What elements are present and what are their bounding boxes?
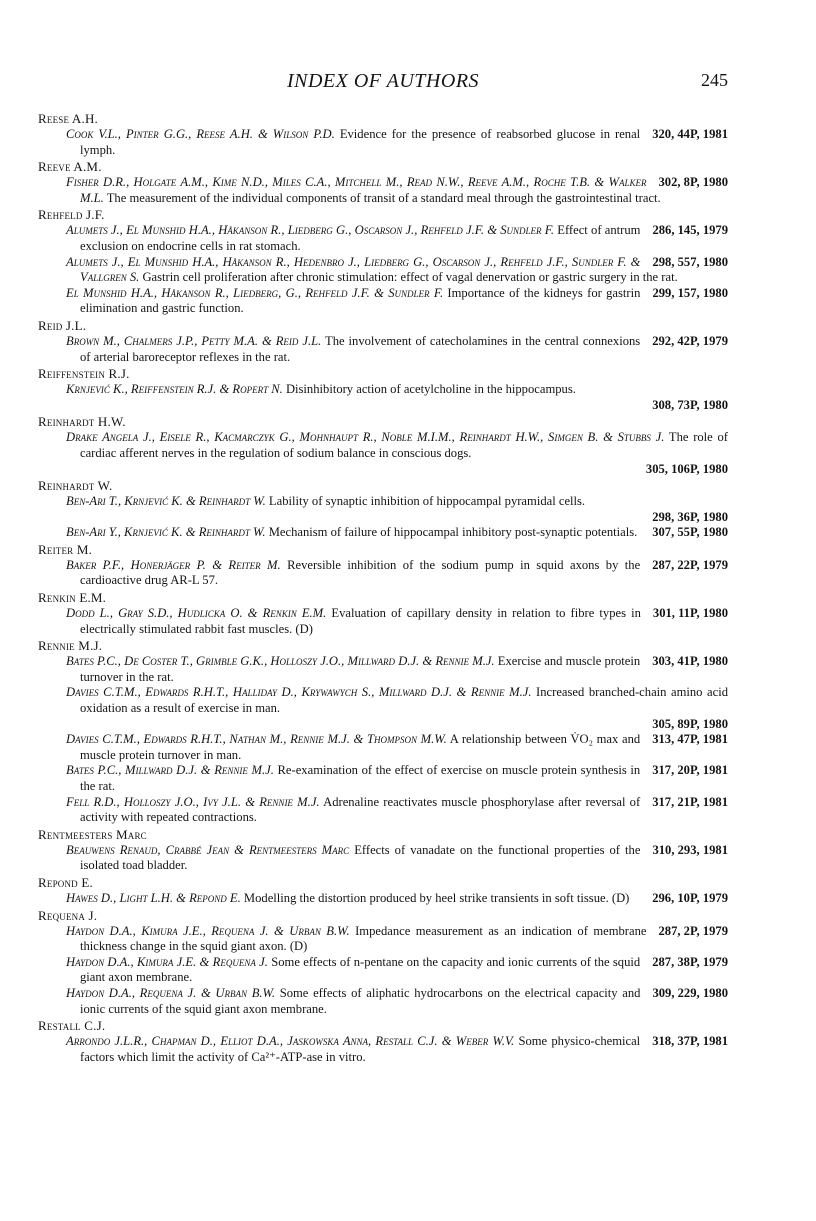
entry-title: Gastrin cell proliferation after chronic stimulation: effect of vagal denervation or gastric surgery in the rat. — [142, 270, 678, 285]
author-name: Requena J. — [38, 907, 98, 923]
journal-reference: 308, 73P, 1980 — [652, 397, 728, 412]
entry-authors: Bates P.C., De Coster T., Grimble G.K., Holloszy J.O., Millward D.J. & Rennie M.J. — [66, 654, 495, 669]
entry-title: Impedance measurement as an indication of membrane thickness change in the squid giant axon. (D) — [80, 923, 647, 954]
journal-reference: 286, 145, 1979 — [652, 223, 728, 238]
author-block — [38, 158, 728, 206]
entry-title: Exercise and muscle protein turnover in the rat. — [80, 654, 641, 684]
author-list — [38, 110, 728, 1065]
author-name: Reiffenstein R.J. — [38, 366, 130, 382]
index-entry — [66, 494, 728, 525]
entry-title: Effects of vanadate on the functional properties of the isolated toad bladder. — [80, 842, 641, 873]
entry-title: Some effects of aliphatic hydrocarbons on the electrical capacity and ionic currents of the squid giant axon membrane. — [80, 985, 641, 1016]
entry-title: Some effects of n-pentane on the capacity and ionic currents of the squid giant axon membrane. — [80, 954, 641, 985]
author-block — [38, 110, 728, 158]
journal-reference: 287, 38P, 1979 — [652, 954, 728, 969]
journal-reference: 303, 41P, 1980 — [652, 654, 728, 669]
entry-authors: Cook V.L., Pinter G.G., Reese A.H. & Wilson P.D. — [66, 127, 335, 141]
author-block — [38, 826, 728, 874]
journal-reference: 296, 10P, 1979 — [652, 890, 728, 905]
journal-reference: 301, 11P, 1980 — [652, 606, 728, 621]
index-entry — [66, 334, 728, 365]
author-block — [38, 874, 728, 907]
entry-title: Evaluation of capillary density in relation to fibre types in electrically stimulated rabbit fast muscles. (D) — [80, 606, 641, 636]
author-name: Restall C.J. — [38, 1018, 106, 1034]
journal-reference: 305, 106P, 1980 — [645, 461, 728, 476]
author-name: Reid J.L. — [38, 317, 87, 333]
author-name: Repond E. — [38, 874, 93, 890]
journal-reference: 317, 20P, 1981 — [652, 763, 728, 778]
author-name: Reinhardt H.W. — [38, 414, 126, 430]
index-entry — [66, 127, 728, 158]
entry-title: Modelling the distortion produced by heel strike transients in soft tissue. (D) — [243, 890, 630, 905]
journal-reference: 318, 37P, 1981 — [652, 1034, 728, 1049]
author-name: Reese A.H. — [38, 111, 98, 126]
journal-reference: 310, 293, 1981 — [652, 842, 728, 857]
author-block — [38, 907, 728, 1018]
entry-title: A relationship between V̇O₂ max and muscle protein turnover in man. — [80, 732, 641, 762]
entry-authors: Bates P.C., Millward D.J. & Rennie M.J. — [66, 763, 274, 778]
author-block — [38, 206, 728, 317]
index-entry — [66, 382, 728, 413]
entry-title: Adrenaline reactivates muscle phosphorylase after reversal of activity with repeated contractions. — [80, 794, 641, 825]
entry-authors: Haydon D.A., Kimura J.E. & Requena J. — [66, 954, 268, 969]
entry-authors: Fisher D.R., Holgate A.M., Kime N.D., Miles C.A., Mitchell M., Read N.W., Reeve A.M., Roche T.B. & Walker M.L. — [66, 175, 647, 205]
journal-reference: 313, 47P, 1981 — [652, 732, 728, 747]
author-name: Reiter M. — [38, 541, 93, 557]
index-page — [38, 70, 728, 1065]
page-title: INDEX OF AUTHORS — [286, 70, 480, 92]
index-entry — [66, 924, 728, 955]
entry-title: Evidence for the presence of reabsorbed glucose in renal lymph. — [80, 127, 641, 157]
author-name: Rentmeesters Marc — [38, 826, 147, 842]
entry-authors: Haydon D.A., Requena J. & Urban B.W. — [66, 985, 276, 1000]
index-entry — [66, 430, 728, 477]
page-number: 245 — [701, 70, 728, 90]
index-entry — [66, 891, 728, 907]
entry-authors: Haydon D.A., Kimura J.E., Requena J. & Urban B.W. — [66, 923, 350, 938]
entry-authors: El Munshid H.A., Håkanson R., Liedberg, G., Rehfeld J.F. & Sundler F. — [66, 285, 444, 300]
entry-title: Some physico-chemical factors which limit the activity of Ca²⁺-ATP-ase in vitro. — [80, 1034, 641, 1064]
index-entry — [66, 955, 728, 986]
author-name: Reeve A.M. — [38, 159, 102, 175]
journal-reference: 305, 89P, 1980 — [652, 716, 728, 731]
index-entry — [66, 286, 728, 317]
journal-reference: 309, 229, 1980 — [652, 985, 728, 1000]
index-entry — [66, 525, 728, 541]
entry-authors: Davies C.T.M., Edwards R.H.T., Nathan M., Rennie M.J. & Thompson M.W. — [66, 732, 447, 747]
entry-title: Disinhibitory action of acetylcholine in the hippocampus. — [285, 382, 576, 397]
journal-reference: 302, 8P, 1980 — [658, 175, 728, 190]
index-entry — [66, 606, 728, 637]
entry-title: Lability of synaptic inhibition of hippocampal pyramidal cells. — [268, 494, 586, 509]
entry-title: Re-examination of the effect of exercise on muscle protein synthesis in the rat. — [80, 763, 641, 793]
index-entry — [66, 223, 728, 254]
index-entry — [66, 255, 728, 286]
entry-title: Increased branched-chain amino acid oxidation as a result of exercise in man. — [80, 685, 728, 716]
author-block — [38, 541, 728, 589]
journal-reference: 307, 55P, 1980 — [652, 525, 728, 540]
journal-reference: 299, 157, 1980 — [652, 285, 728, 300]
entry-authors: Baker P.F., Honerjäger P. & Reiter M. — [66, 557, 281, 572]
entry-title: The role of cardiac afferent nerves in the regulation of sodium balance in conscious dogs. — [80, 430, 728, 460]
journal-reference: 298, 36P, 1980 — [652, 509, 728, 524]
journal-reference: 320, 44P, 1981 — [652, 127, 728, 141]
author-block — [38, 1017, 728, 1065]
index-entry — [66, 732, 728, 763]
page-header — [38, 70, 728, 96]
index-entry — [66, 795, 728, 826]
index-entry — [66, 843, 728, 874]
journal-reference: 292, 42P, 1979 — [652, 333, 728, 348]
entry-authors: Hawes D., Light L.H. & Repond E. — [66, 890, 241, 905]
index-entry — [66, 986, 728, 1017]
entry-authors: Alumets J., El Munshid H.A., Håkanson R., Hedenbro J., Liedberg G., Oscarson J., Rehfeld J.F., Sundler F. & Vallgren S. — [66, 254, 641, 285]
journal-reference: 287, 2P, 1979 — [658, 923, 728, 938]
author-block — [38, 477, 728, 541]
entry-authors: Drake Angela J., Eisele R., Kacmarczyk G., Mohnhaupt R., Noble M.I.M., Reinhardt H.W., Simgen B. & Stubbs J. — [66, 430, 665, 445]
entry-authors: Ben-Ari T., Krnjević K. & Reinhardt W. — [66, 494, 266, 509]
index-entry — [66, 558, 728, 589]
author-block — [38, 413, 728, 477]
index-entry — [66, 654, 728, 685]
index-entry — [66, 175, 728, 206]
journal-reference: 317, 21P, 1981 — [652, 794, 728, 809]
entry-title: Importance of the kidneys for gastrin elimination and gastric function. — [80, 285, 641, 316]
entry-authors: Fell R.D., Holloszy J.O., Ivy J.L. & Rennie M.J. — [66, 794, 320, 809]
author-name: Renkin E.M. — [38, 590, 107, 606]
entry-authors: Davies C.T.M., Edwards R.H.T., Halliday D., Krywawych S., Millward D.J. & Rennie M.J. — [66, 685, 532, 700]
entry-title: Reversible inhibition of the sodium pump in squid axons by the cardioactive drug AR-L 57. — [80, 557, 641, 588]
journal-reference: 287, 22P, 1979 — [652, 557, 728, 572]
author-block — [38, 365, 728, 413]
entry-title: Effect of antrum exclusion on endocrine cells in rat stomach. — [80, 223, 641, 253]
author-block — [38, 637, 728, 826]
index-entry — [66, 685, 728, 732]
author-block — [38, 589, 728, 637]
author-block — [38, 317, 728, 365]
author-name: Rehfeld J.F. — [38, 207, 105, 223]
entry-title: Mechanism of failure of hippocampal inhibitory post-synaptic potentials. — [268, 525, 638, 540]
entry-authors: Arrondo J.L.R., Chapman D., Elliot D.A., Jaskowska Anna, Restall C.J. & Weber W.V. — [66, 1034, 515, 1049]
entry-authors: Krnjević K., Reiffenstein R.J. & Ropert N. — [66, 382, 283, 397]
entry-authors: Brown M., Chalmers J.P., Petty M.A. & Reid J.L. — [66, 333, 322, 348]
entry-authors: Ben-Ari Y., Krnjević K. & Reinhardt W. — [66, 525, 266, 540]
entry-authors: Beauwens Renaud, Crabbé Jean & Rentmeesters Marc — [66, 842, 350, 857]
entry-authors: Alumets J., El Munshid H.A., Håkanson R., Liedberg G., Oscarson J., Rehfeld J.F. & Sundler F. — [66, 223, 555, 238]
index-entry — [66, 763, 728, 794]
author-name: Reinhardt W. — [38, 478, 113, 494]
author-name: Rennie M.J. — [38, 638, 103, 654]
index-entry — [66, 1034, 728, 1065]
journal-reference: 298, 557, 1980 — [652, 254, 728, 269]
entry-title: The measurement of the individual components of transit of a standard meal through the gastrointestinal tract. — [106, 190, 661, 205]
entry-title: The involvement of catecholamines in the central connexions of arterial baroreceptor reflexes in the rat. — [80, 333, 641, 364]
entry-authors: Dodd L., Gray S.D., Hudlicka O. & Renkin E.M. — [66, 606, 327, 621]
